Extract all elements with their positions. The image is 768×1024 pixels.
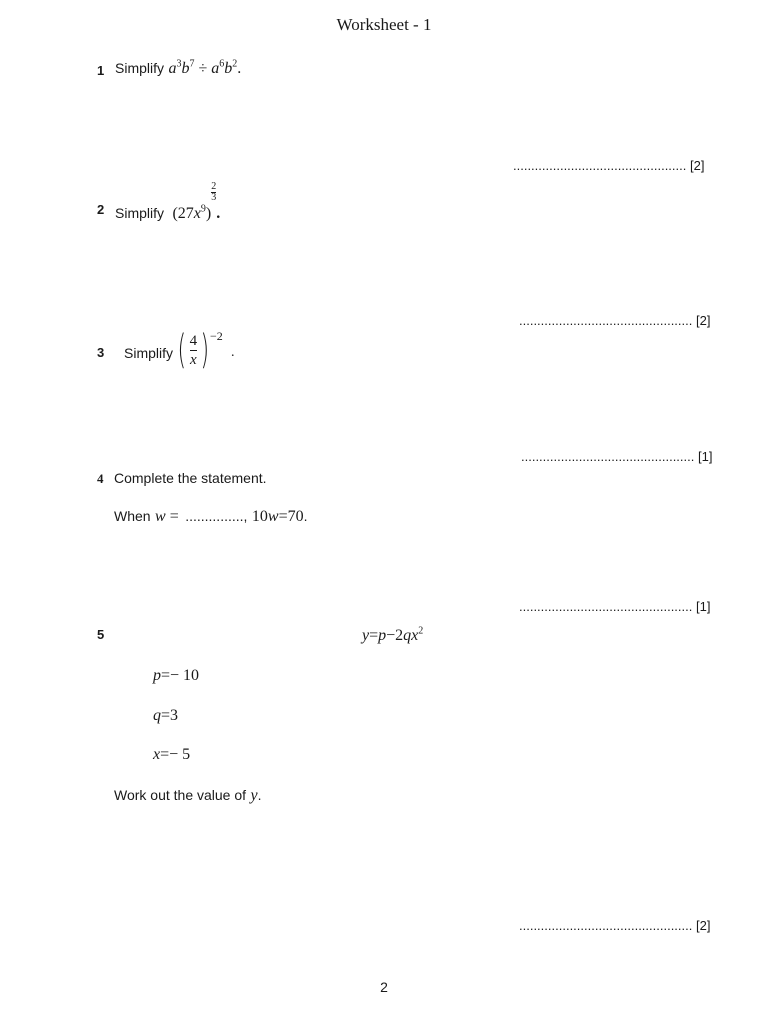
question-2-number: 2 [97, 202, 105, 217]
question-5-given-q: q=3 [153, 707, 179, 724]
question-4-statement: When w = ..............., 10w=70. [114, 508, 308, 525]
question-2-text: Simplify [115, 205, 165, 221]
question-5-answer-line[interactable]: ................................................ [2] [519, 918, 711, 933]
question-5-given-p: p=− 10 [153, 667, 200, 684]
question-4-marks: [1] [696, 599, 711, 614]
question-2-expression: $(27x^9)$ [172, 203, 212, 222]
question-4-answer-line[interactable]: ................................................ [1] [519, 599, 711, 614]
question-4-number: 4 [97, 471, 104, 486]
question-5-instruction: Work out the value of y. [114, 787, 262, 804]
question-4-text: Complete the statement. [114, 470, 267, 486]
question-5-given-x: x=− 5 [153, 746, 191, 763]
question-1-prompt [115, 60, 241, 78]
question-2-marks: [2] [696, 313, 711, 328]
question-3-text: Simplify [124, 345, 174, 361]
worksheet-title: Worksheet - 1 [336, 15, 432, 34]
question-5-number: 5 [97, 627, 105, 642]
question-5-marks: [2] [696, 918, 711, 933]
question-1-number: 1 [97, 63, 105, 78]
question-3-number: 3 [97, 345, 105, 360]
question-2-exponent: $\frac{2}{3}$ [211, 181, 217, 203]
question-3-fraction: $\frac{4}{x}$ [189, 332, 198, 368]
question-3-answer-line[interactable]: ................................................ [1] [521, 449, 713, 464]
question-2-answer-line[interactable]: ................................................ [2] [519, 313, 711, 328]
question-1-expression: $a^3b^7 \div a^6b^2$. [168, 58, 242, 77]
page-number: 2 [380, 979, 388, 995]
question-3-expression: ( $\frac{4}{x}$ ) [177, 327, 210, 373]
question-2-prompt: Simplify $(27x^9)$ $\frac{2}{3}$ . [115, 181, 221, 222]
question-4-blank[interactable]: ............... [185, 508, 244, 524]
question-1-answer-line[interactable]: ................................................ [2] [513, 158, 705, 173]
question-3-marks: [1] [698, 449, 713, 464]
question-5-formula: $y=p-2qx^2$ [362, 625, 424, 644]
question-1-marks: [2] [690, 158, 705, 173]
question-3-exponent: −2 [210, 329, 223, 343]
question-1-text: Simplify [115, 60, 165, 76]
